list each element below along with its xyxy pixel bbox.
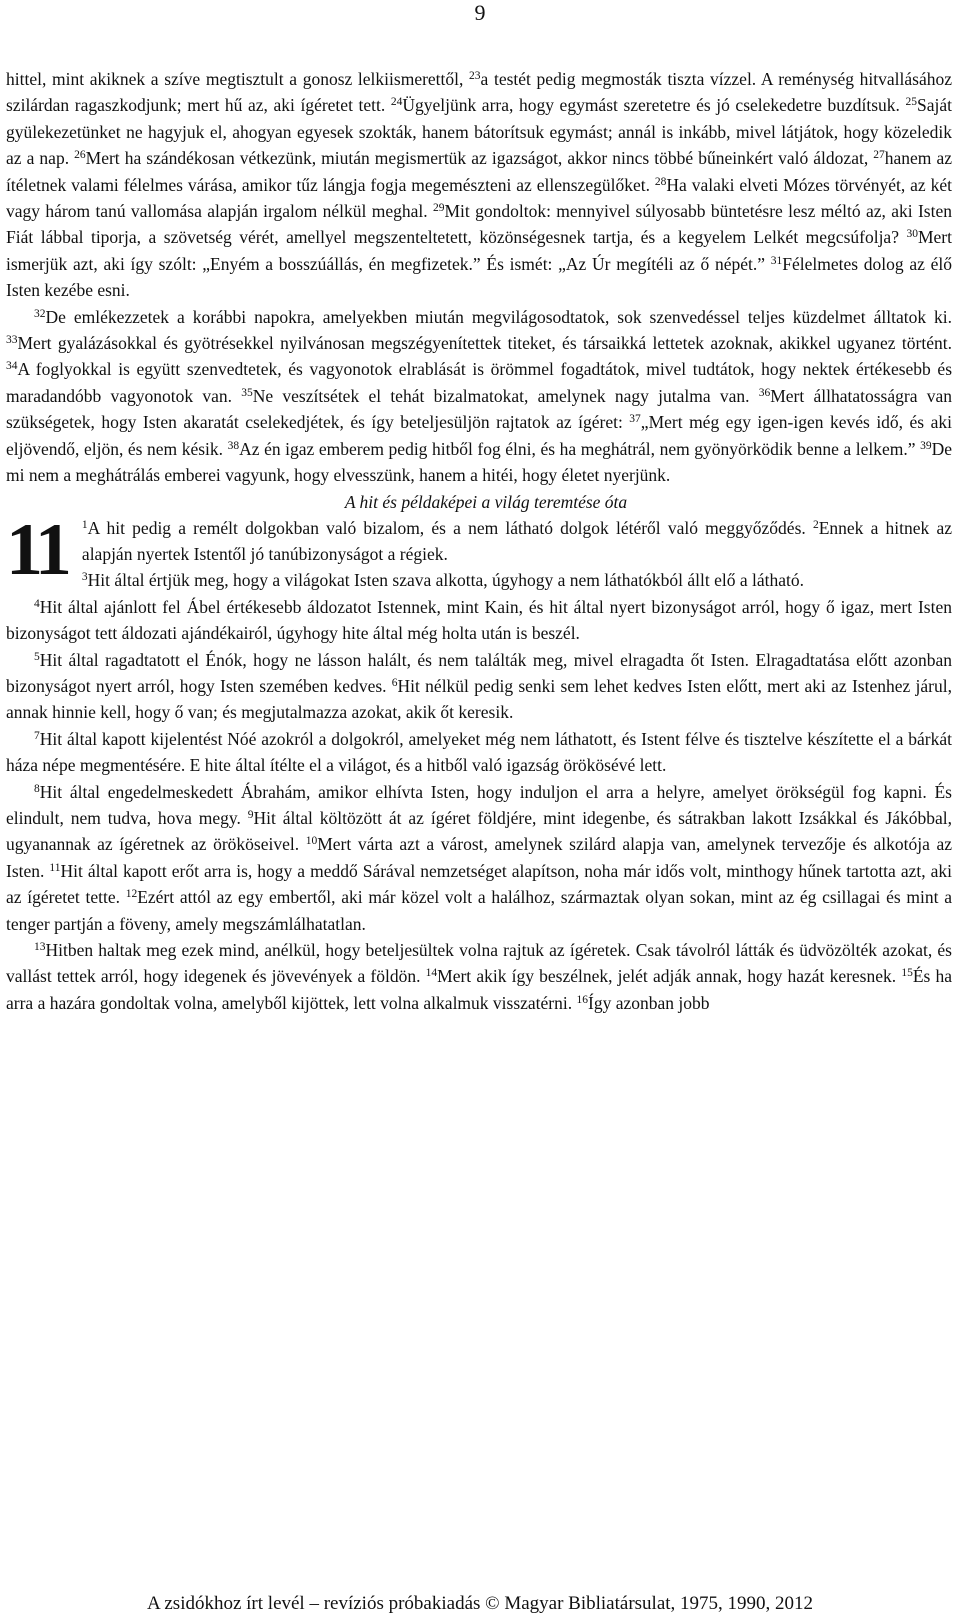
chapter-intro-text [82, 518, 952, 564]
verse-text: Ne veszítsétek el tehát bizalmatokat, amelynek nagy jutalma van. [252, 385, 759, 406]
verse-text: Ezért attól az egy embertől, aki már közel volt a halálhoz, származtak olyan sokan, mint az ég csillagai és mint a tenger partján a föveny, amely megszámlálhatatlan. [6, 887, 953, 934]
verse-text: Hit által értjük meg, hogy a világokat Isten szava alkotta, úgyhogy a nem láthatókból állt elő a látható. [87, 570, 804, 591]
verse-text: A hit pedig a remélt dolgokban való bizalom, és a nem látható dolgok létéről való meggyőződés. [87, 517, 813, 538]
verse-text: Hit által kapott kijelentést Nóé azokról a dolgokról, amelyeket még nem láthatott, és Istent félve és tisztelve készítette el a bárkát háza népe megmentésére. E hite által ítélte el a világot, és a hitből való igazság örökösévé lett. [6, 728, 952, 776]
verse-text: Hit által ajánlott fel Ábel értékesebb áldozatot Istennek, mint Kain, és hit által nyert bizonyságot arról, hogy ő igaz, mert Isten bizonyságot tett áldozati ajándékairól, úgyhogy hite által még holta után is beszél. [6, 596, 952, 644]
verse-text: hanem az ítéletnek valami félelmes várása, amikor tűz lángja fogja megemészteni az ellenszegülőket. [6, 148, 953, 195]
verse-text: Mert akik így beszélnek, jelét adják annak, hogy hazát keresnek. [437, 966, 902, 987]
verse-text: Így azonban jobb [588, 992, 710, 1013]
verse-number: 1 [81, 518, 88, 531]
verse-number: 39 [920, 439, 932, 452]
verse-text: a testét pedig megmosták tiszta vízzel. A reménység hitvallásához szilárdan ragaszkodjunk; mert hű az, aki ígéretet tett. [6, 69, 952, 116]
verse-text: Mert ha szándékosan vétkezünk, miután megismertük az igazságot, akkor nincs többé bűneinkért való áldozat, [85, 148, 874, 169]
verse-number: 16 [576, 993, 589, 1006]
paragraph [6, 647, 952, 726]
verse-text: Mert várta azt a várost, amelynek szilárd alapja van, amelynek tervezője és alkotója az Isten. [6, 834, 952, 881]
text-block-before [6, 66, 952, 489]
paragraph [6, 66, 952, 304]
paragraph [6, 304, 952, 489]
verse-text: De mi nem a meghátrálás emberei vagyunk, hogy elvesszünk, hanem a hitéi, hogy életet nyerjünk. [6, 438, 952, 486]
verse-number: 37 [629, 413, 641, 426]
text-block-after [6, 567, 952, 1016]
verse-text: Mit gondoltok: mennyivel súlyosabb büntetésre lesz méltó az, aki Isten Fiát lábbal tiporja, a szövetség vérét, amellyel megszenteltetett, közönségesnek tartja, és a kegyelem Lelkét megcsúfolja? [6, 201, 952, 248]
verse-number: 33 [6, 334, 18, 347]
verse-text: Hit által ragadtatott el Énók, hogy ne lásson halált, és nem találták meg, mivel elragadta őt Isten. Elragadtatása előtt azonban bizonyságot nyert arról, hogy Isten szemében kedves. [6, 649, 952, 696]
verse-text: Hit által kapott erőt arra is, hogy a meddő Sárával nemzetséget alapítson, noha már idős volt, minthogy hűnek tartotta azt, aki az ígéretet tette. [6, 860, 952, 908]
verse-number: 29 [432, 202, 445, 215]
page-body [6, 66, 952, 1016]
verse-number: 35 [241, 386, 253, 399]
paragraph [6, 937, 952, 1016]
verse-number: 2 [812, 518, 819, 531]
verse-number: 8 [34, 782, 40, 795]
verse-number: 25 [905, 96, 918, 109]
verse-number: 14 [425, 967, 438, 980]
verse-number: 27 [873, 149, 885, 162]
chapter-number: 11 [6, 508, 68, 591]
verse-number: 9 [247, 808, 254, 821]
verse-number: 6 [391, 676, 398, 689]
verse-text: És ha arra a hazára gondoltak volna, amelyből kijöttek, lett volna alkalmuk visszatérni. [6, 966, 952, 1013]
verse-text: Mert gyalázásokkal és gyötrésekkel nyilvánosan megszégyenítettek titeket, és társaikká lettetek azoknak, akikkel ugyanez történt. [17, 333, 952, 354]
verse-number: 7 [34, 729, 40, 742]
verse-text: De emlékezzetek a korábbi napokra, amelyekben miután megvilágosodtatok, sok szenvedéssel teljes küzdelmet álltatok ki. [45, 306, 952, 327]
verse-number: 13 [34, 941, 46, 953]
verse-number: 30 [906, 228, 918, 241]
verse-text: Az én igaz emberem pedig hitből fog élni, és ha meghátrál, nem gyönyörködik benne a lelkem.” [239, 438, 921, 459]
paragraph [6, 567, 952, 593]
verse-text: Ügyeljünk arra, hogy egymást szeretetre és jó cselekedetre buzdítsuk. [402, 95, 906, 116]
verse-number: 11 [49, 861, 61, 874]
verse-number: 3 [81, 571, 88, 584]
verse-number: 32 [34, 307, 46, 320]
verse-text: Hit által engedelmeskedett Ábrahám, amikor elhívta Isten, hogy induljon el arra a helyre, amelyet örökségül fog kapni. És elindult, nem tudva, hova megy. [6, 781, 952, 828]
paragraph [6, 594, 952, 647]
verse-text: Mert állhatatosságra van szükségetek, hogy Isten akaratát cselekedjétek, és így beteljesüljön rajtatok az ígéret: [6, 385, 952, 433]
section-heading: A hit és példaképei a világ teremtése óta [344, 491, 628, 512]
verse-number: 28 [654, 175, 667, 188]
verse-number: 24 [390, 96, 403, 109]
verse-text: Hit nélkül pedig senki sem lehet kedves Isten előtt, mert aki az Istenhez járul, annak hinnie kell, hogy ő van; és megjutalmazza azokat, akik őt keresik. [6, 675, 952, 723]
verse-number: 12 [125, 888, 138, 901]
verse-text: A foglyokkal is együtt szenvedtetek, és vagyonotok elrablását is örömmel fogadtátok, mivel tudtátok, hogy nektek értékesebb és maradandóbb vagyonotok van. [6, 359, 952, 406]
verse-number: 26 [74, 149, 86, 162]
verse-number: 10 [305, 835, 318, 848]
paragraph [6, 726, 952, 779]
verse-text: Félelmetes dolog az élő Isten kezébe esni. [6, 253, 952, 301]
page-footer: A zsidókhoz írt levél – revíziós próbakiadás © Magyar Bibliatársulat, 1975, 1990, 2012 [146, 1593, 814, 1614]
verse-number: 15 [901, 967, 913, 980]
page-number: 9 [474, 0, 486, 25]
verse-text: Saját gyülekezetünket ne hagyjuk el, ahogyan egyesek szokták, hanem bátorítsuk egymást; annál is inkább, mivel látjátok, hogy közeledik az a nap. [6, 95, 953, 169]
verse-text: „Mert még egy igen-igen kevés idő, és aki eljövendő, eljön, és nem késik. [6, 412, 952, 459]
verse-number: 31 [770, 254, 783, 267]
verse-text: Ennek a hitnek az alapján nyertek Istentől jó tanúbizonyságot a régiek. [81, 517, 952, 564]
verse-number: 4 [34, 597, 40, 610]
verse-number: 5 [34, 650, 40, 663]
verse-number: 23 [469, 70, 481, 82]
verse-text: Hit által költözött át az ígéret földjére, mint idegenbe, és sátrakban lakott Izsákkal és Jákóbbal, ugyanannak az ígéretnek az örököseivel. [6, 807, 952, 855]
verse-text: hittel, mint akiknek a szíve megtisztult a gonosz lelkiismerettől, [6, 69, 470, 89]
verse-text: Ha valaki elveti Mózes törvényét, az két vagy három tanú vallomása alapján irgalom nélkül meghal. [6, 174, 952, 222]
verse-number: 36 [758, 386, 771, 399]
paragraph [6, 779, 952, 937]
verse-text: Hitben haltak meg ezek mind, anélkül, hogy beteljesültek volna rajtuk az ígéretek. Csak távolról látták és üdvözölték azokat, és vallást tettek arról, hogy idegenek és jövevények a földön. [6, 940, 952, 987]
verse-number: 34 [6, 360, 18, 373]
verse-number: 38 [227, 439, 240, 452]
verse-text: Mert ismerjük azt, aki így szólt: „Enyém a bosszúállás, én megfizetek.” És ismét: „Az Úr megítéli az ő népét.” [6, 227, 952, 274]
